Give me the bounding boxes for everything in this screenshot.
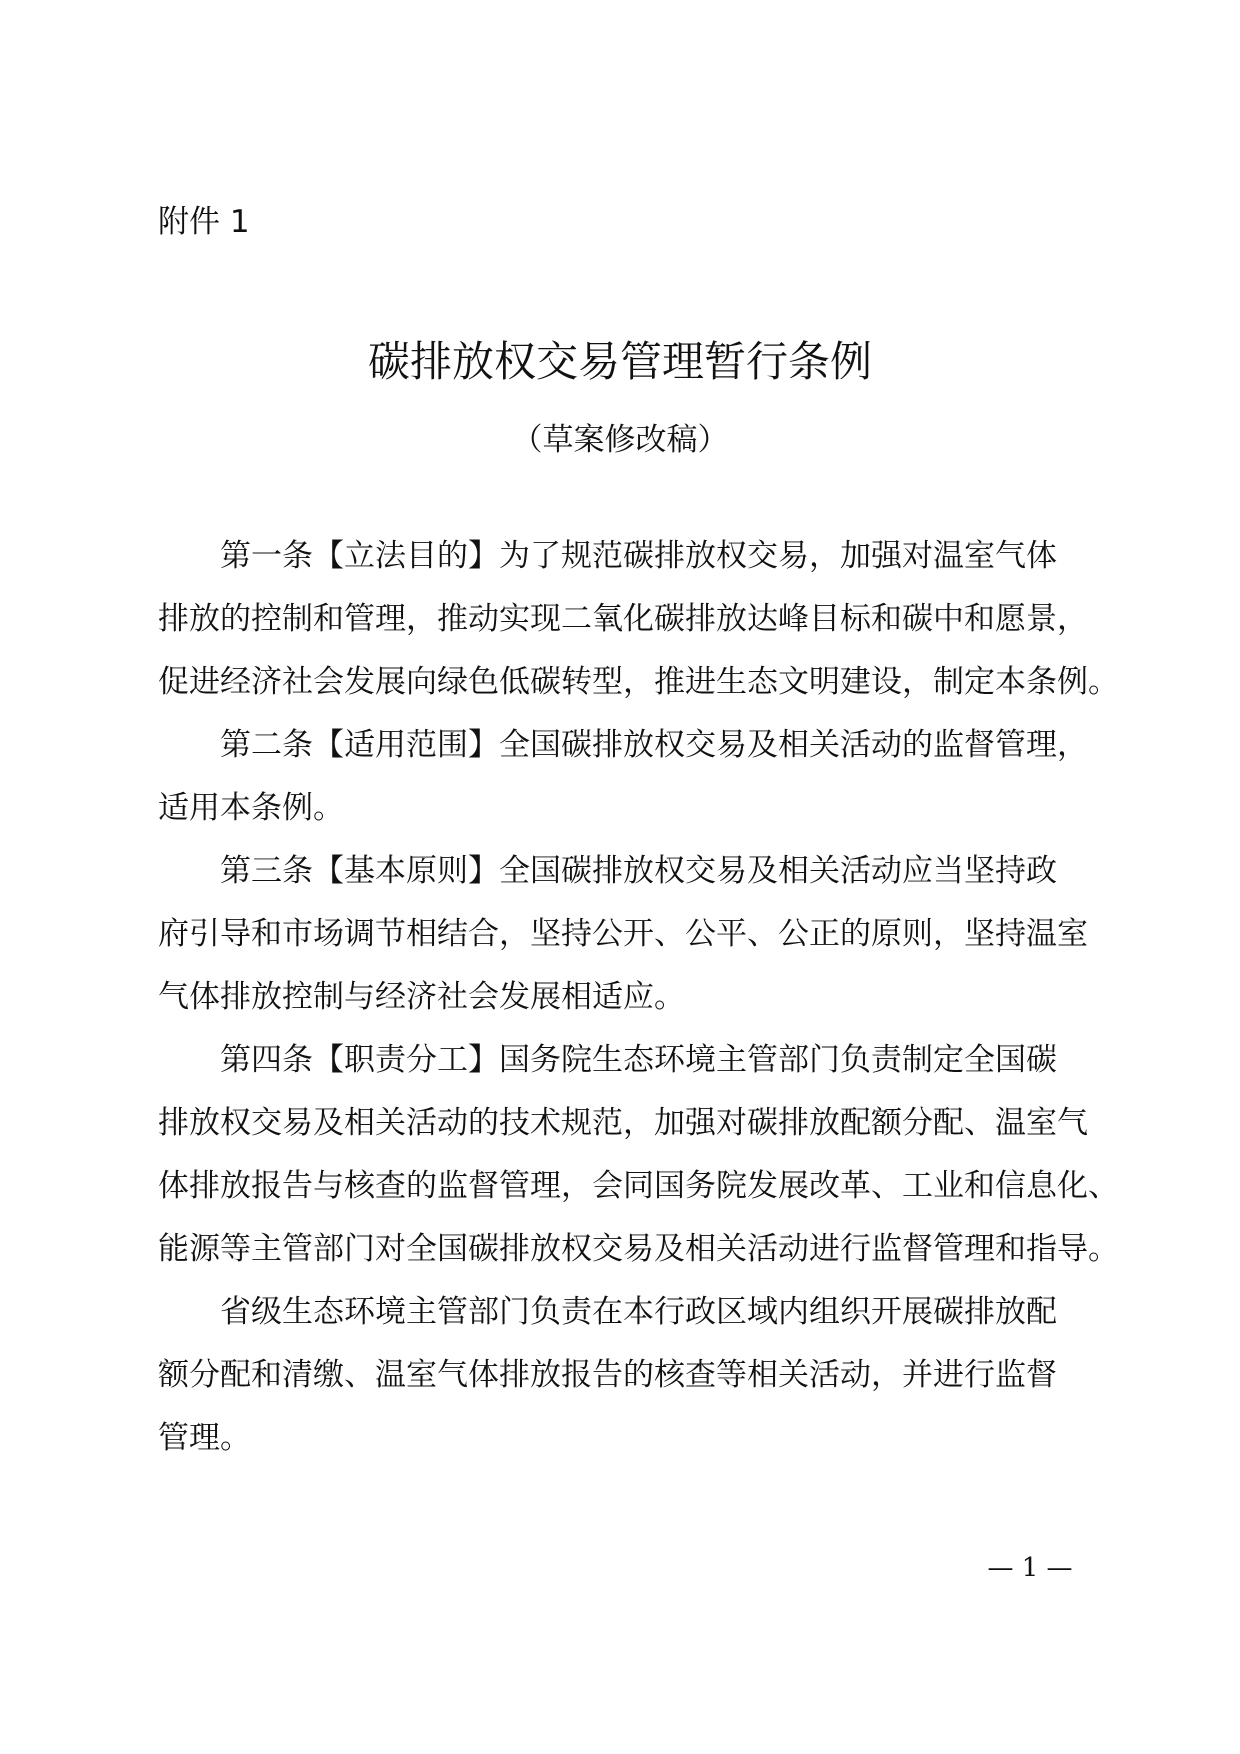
article-4-para-2-line-3: 管理。 [158,1420,251,1456]
article-4-line-3: 体排放报告与核查的监督管理，会同国务院发展改革、工业和信息化、 [158,1168,1119,1204]
article-3-line-3: 气体排放控制与经济社会发展相适应。 [158,979,685,1015]
article-2-line-2: 适用本条例。 [158,790,344,826]
article-1-line-1: 第一条【立法目的】为了规范碳排放权交易，加强对温室气体 [220,538,1057,574]
article-3-line-2: 府引导和市场调节相结合，坚持公开、公平、公正的原则，坚持温室 [158,916,1088,952]
article-1-line-2: 排放的控制和管理，推动实现二氧化碳排放达峰目标和碳中和愿景， [158,601,1088,637]
document-subtitle: （草案修改稿） [511,422,729,458]
article-2-line-1: 第二条【适用范围】全国碳排放权交易及相关活动的监督管理， [220,727,1088,763]
document-title: 碳排放权交易管理暂行条例 [367,337,872,386]
article-1-line-3: 促进经济社会发展向绿色低碳转型，推进生态文明建设，制定本条例。 [158,664,1119,700]
article-4-line-4: 能源等主管部门对全国碳排放权交易及相关活动进行监督管理和指导。 [158,1231,1119,1267]
article-4-line-2: 排放权交易及相关活动的技术规范，加强对碳排放配额分配、温室气 [158,1105,1088,1141]
page-number: — 1 — [987,1553,1073,1583]
article-4-line-1: 第四条【职责分工】国务院生态环境主管部门负责制定全国碳 [220,1042,1057,1078]
attachment-label: 附件 1 [158,204,250,240]
article-4-para-2-line-2: 额分配和清缴、温室气体排放报告的核查等相关活动，并进行监督 [158,1357,1057,1393]
article-4-para-2-line-1: 省级生态环境主管部门负责在本行政区域内组织开展碳排放配 [220,1294,1057,1330]
article-3-line-1: 第三条【基本原则】全国碳排放权交易及相关活动应当坚持政 [220,853,1057,889]
